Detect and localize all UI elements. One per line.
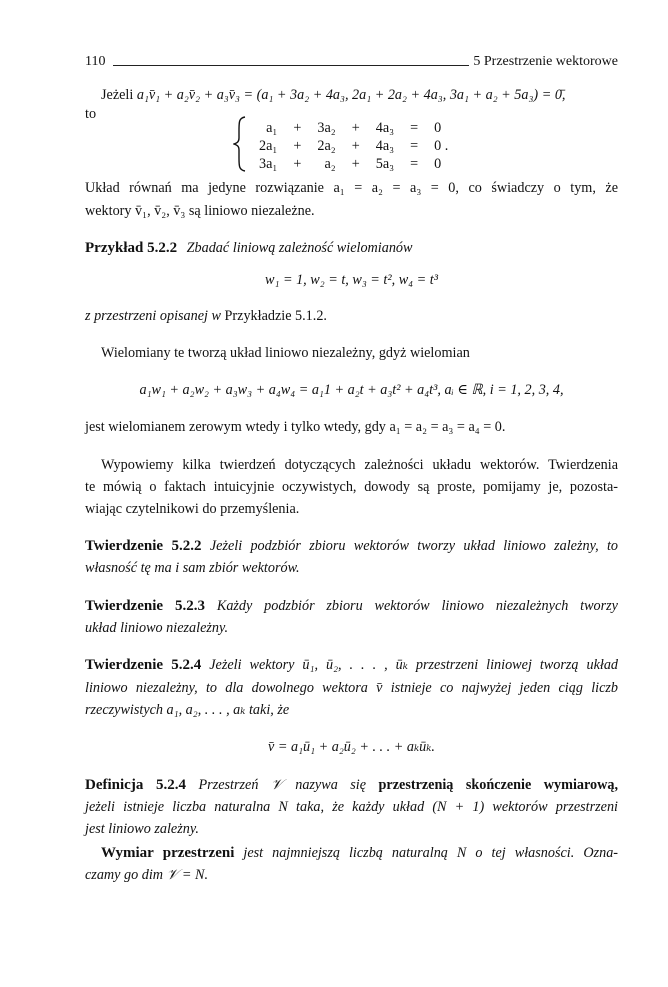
header-rule — [113, 65, 469, 66]
example-space-text: z przestrzeni opisanej w — [85, 308, 221, 324]
system-cell: a₂ — [324, 156, 336, 172]
theorem-524-line-2: liniowo niezależny, to dla dowolnego wektora v̄ istnieje co najwyżej jeden ciąg liczb — [85, 680, 618, 696]
system-row — [253, 137, 454, 155]
dimension-term: Wymiar przestrzeni — [101, 845, 235, 861]
equation-system — [253, 119, 454, 173]
example-title: Zbadać liniową zależność wielomianów — [186, 240, 413, 256]
definition-line-2: jeżeli istnieje liczba naturalna N taka, że każdy układ (N + 1) wektorów przestrzeni — [85, 799, 618, 815]
example-body-2: jest wielomianem zerowym wtedy i tylko wtedy, gdy a₁ = a₂ = a₃ = a₄ = 0. — [85, 419, 506, 435]
system-cell: + — [351, 156, 360, 172]
dimension-line-2: czamy go dim 𝒱 = N. — [85, 867, 209, 883]
chapter-title: 5 Przestrzenie wektorowe — [473, 54, 618, 69]
theorem-524-line-3: rzeczywistych a₁, a₂, . . . , aₖ taki, że — [85, 702, 290, 718]
system-cell: 2a₂ — [317, 138, 336, 154]
system-cell: 0 — [434, 120, 442, 136]
dimension-text: jest najmniejszą liczbą naturalną N o tej własności. Ozna- — [243, 845, 619, 861]
system-cell: 5a₃ — [375, 156, 395, 172]
definition-label: Definicja 5.2.4 — [85, 777, 187, 793]
theorem-524-text: Jeżeli wektory ū₁, ū₂, . . . , ūₖ przestrzeni liniowej tworzą układ — [209, 657, 619, 673]
running-header — [85, 50, 618, 70]
system-cell: + — [293, 156, 302, 172]
system-cell: + — [293, 120, 302, 136]
theorem-523-line-1 — [85, 596, 618, 616]
intro-to: to — [85, 106, 97, 122]
example-heading — [85, 238, 618, 258]
example-formula: w₁ = 1, w₂ = t, w₃ = t², w₄ = t³ — [265, 272, 438, 288]
left-brace — [233, 116, 247, 172]
paragraph-line-2: te mówią o faktach intuicyjnie oczywistych, dowody są proste, pomijamy je, pozosta- — [85, 479, 618, 495]
theorem-523-text: Każdy podzbiór zbioru wektorów liniowo niezależnych tworzy — [216, 598, 618, 614]
definition-term: przestrzenią skończenie wymiarową, — [378, 777, 619, 793]
system-cell: = — [410, 120, 419, 136]
theorem-523-line-2: układ liniowo niezależny. — [85, 620, 229, 636]
intro-line — [85, 85, 618, 105]
system-cell: 0 — [434, 156, 442, 172]
example-ref: Przykładzie 5.1.2. — [224, 308, 327, 324]
example-label: Przykład 5.2.2 — [85, 240, 178, 256]
system-cell: 3a₁ — [259, 156, 278, 172]
definition-text: Przestrzeń 𝒱 nazywa się — [198, 777, 367, 793]
solution-line-2: wektory v̄₁, v̄₂, v̄₃ są liniowo niezależne. — [85, 203, 315, 219]
theorem-522-line-1 — [85, 536, 618, 556]
solution-line-1: Układ równań ma jedyne rozwiązanie a₁ = a₂ = a₃ = 0, co świadczy o tym, że — [85, 180, 618, 196]
theorem-522-line-2: własność tę ma i sam zbiór wektorów. — [85, 560, 300, 576]
system-cell: = — [410, 156, 419, 172]
example-body-1: Wielomiany te tworzą układ liniowo niezależny, gdyż wielomian — [101, 345, 470, 361]
system-cell: + — [293, 138, 302, 154]
system-cell: a₁ — [266, 120, 278, 136]
example-space-line — [85, 306, 618, 326]
theorem-524-label: Twierdzenie 5.2.4 — [85, 657, 202, 673]
dimension-line-1 — [85, 843, 618, 863]
system-cell: 4a₃ — [375, 120, 395, 136]
system-cell: = — [410, 138, 419, 154]
theorem-524-formula: v̄ = a₁ū₁ + a₂ū₂ + . . . + aₖūₖ. — [268, 739, 435, 755]
intro-equation: a₁v̄₁ + a₂v̄₂ + a₃v̄₃ = (a₁ + 3a₂ + 4a₃, 2a₁ + 2a₂ + 4a₃, 3a₁ + a₂ + 5a₃) = 0̄, — [136, 87, 566, 103]
system-row — [253, 155, 454, 173]
example-formula-2: a₁w₁ + a₂w₂ + a₃w₃ + a₄w₄ = a₁1 + a₂t + a₃t² + a₄t³, aᵢ ∈ ℝ, i = 1, 2, 3, 4, — [139, 382, 564, 398]
theorem-522-label: Twierdzenie 5.2.2 — [85, 538, 202, 554]
system-cell: + — [351, 120, 360, 136]
intro-lead: Jeżeli — [101, 87, 137, 103]
paragraph-line-1: Wypowiemy kilka twierdzeń dotyczących zależności układu wektorów. Twierdzenia — [101, 457, 618, 473]
system-cell: 3a₂ — [317, 120, 336, 136]
theorem-522-text: Jeżeli podzbiór zbioru wektorów tworzy układ liniowo zależny, to — [209, 538, 618, 554]
system-row — [253, 119, 454, 137]
system-cell: 0 . — [434, 138, 449, 154]
page-number: 110 — [85, 54, 106, 69]
system-cell: + — [351, 138, 360, 154]
theorem-524-line-1 — [85, 655, 618, 675]
definition-line-1 — [85, 775, 618, 795]
paragraph-line-3: wiając czytelnikowi do przemyślenia. — [85, 501, 300, 517]
system-cell: 4a₃ — [375, 138, 395, 154]
definition-line-3: jest liniowo zależny. — [85, 821, 199, 837]
system-cell: 2a₁ — [259, 138, 278, 154]
theorem-523-label: Twierdzenie 5.2.3 — [85, 598, 206, 614]
